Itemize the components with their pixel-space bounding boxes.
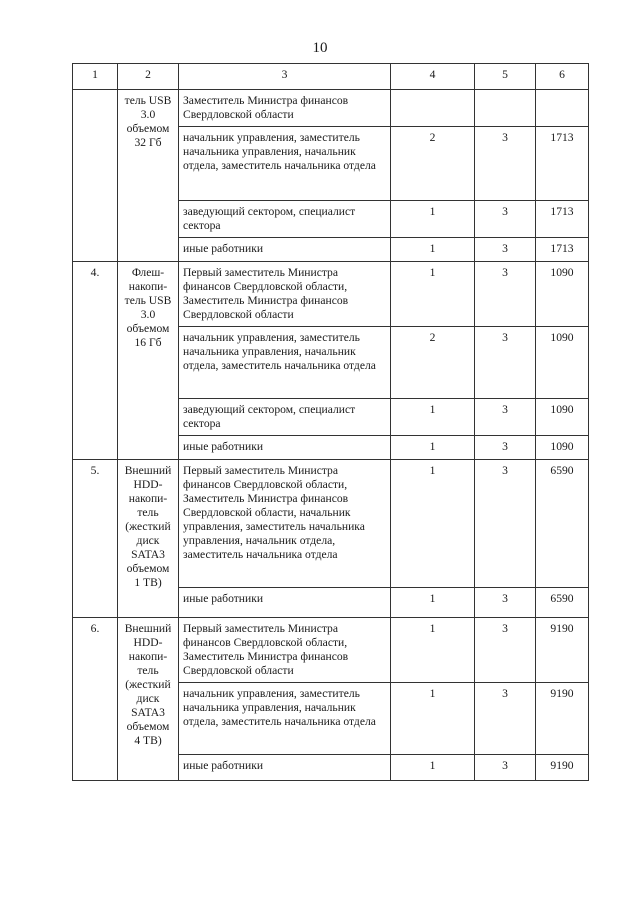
position-description: иные работники xyxy=(179,588,391,618)
column-header: 3 xyxy=(179,64,391,90)
price xyxy=(536,90,589,127)
quantity xyxy=(391,90,475,127)
service-life: 3 xyxy=(475,618,536,683)
quantity: 1 xyxy=(391,238,475,262)
price: 9190 xyxy=(536,755,589,781)
item-name: Внешний HDD- накопи- тель (жесткий диск SATA3 объемом 1 ТВ) xyxy=(118,460,179,618)
position-description: Первый заместитель Министра финансов Свердловской области, Заместитель Министра финансов Свердловской области xyxy=(179,262,391,327)
position-description: иные работники xyxy=(179,436,391,460)
column-header: 1 xyxy=(73,64,118,90)
position-description: иные работники xyxy=(179,238,391,262)
price: 1090 xyxy=(536,399,589,436)
service-life: 3 xyxy=(475,327,536,399)
price: 1090 xyxy=(536,262,589,327)
item-name: Флеш- накопи- тель USB 3.0 объемом 16 Гб xyxy=(118,262,179,460)
price: 1090 xyxy=(536,436,589,460)
position-description: иные работники xyxy=(179,755,391,781)
price: 1713 xyxy=(536,201,589,238)
service-life: 3 xyxy=(475,683,536,755)
position-description: Первый заместитель Министра финансов Свердловской области, Заместитель Министра финансов Свердловской области, начальник управления, заместитель начальника управления, начальник отдела, заместитель начальника отдела xyxy=(179,460,391,588)
position-description: начальник управления, заместитель начальника управления, начальник отдела, заместитель начальника отдела xyxy=(179,683,391,755)
position-description: Первый заместитель Министра финансов Свердловской области, Заместитель Министра финансов Свердловской области xyxy=(179,618,391,683)
table-row xyxy=(73,90,589,127)
service-life: 3 xyxy=(475,588,536,618)
table-header-row xyxy=(73,64,589,90)
column-header: 2 xyxy=(118,64,179,90)
price: 1713 xyxy=(536,238,589,262)
service-life: 3 xyxy=(475,127,536,201)
item-number: 6. xyxy=(73,618,118,781)
quantity: 1 xyxy=(391,755,475,781)
position-description: начальник управления, заместитель начальника управления, начальник отдела, заместитель начальника отдела xyxy=(179,327,391,399)
quantity: 2 xyxy=(391,127,475,201)
service-life: 3 xyxy=(475,238,536,262)
service-life: 3 xyxy=(475,755,536,781)
column-header: 6 xyxy=(536,64,589,90)
quantity: 1 xyxy=(391,683,475,755)
quantity: 2 xyxy=(391,327,475,399)
price: 1090 xyxy=(536,327,589,399)
service-life xyxy=(475,90,536,127)
price: 1713 xyxy=(536,127,589,201)
position-description: заведующий сектором, специалист сектора xyxy=(179,201,391,238)
table-row xyxy=(73,618,589,683)
quantity: 1 xyxy=(391,460,475,588)
price: 6590 xyxy=(536,460,589,588)
service-life: 3 xyxy=(475,399,536,436)
quantity: 1 xyxy=(391,436,475,460)
service-life: 3 xyxy=(475,201,536,238)
table-row xyxy=(73,460,589,588)
position-description: начальник управления, заместитель начальника управления, начальник отдела, заместитель начальника отдела xyxy=(179,127,391,201)
item-number xyxy=(73,90,118,262)
table-row xyxy=(73,262,589,327)
service-life: 3 xyxy=(475,460,536,588)
equipment-norms-table xyxy=(72,63,589,781)
position-description: заведующий сектором, специалист сектора xyxy=(179,399,391,436)
item-number: 5. xyxy=(73,460,118,618)
quantity: 1 xyxy=(391,201,475,238)
item-number: 4. xyxy=(73,262,118,460)
column-header: 4 xyxy=(391,64,475,90)
column-header: 5 xyxy=(475,64,536,90)
quantity: 1 xyxy=(391,618,475,683)
service-life: 3 xyxy=(475,262,536,327)
quantity: 1 xyxy=(391,399,475,436)
item-name: Внешний HDD- накопи- тель (жесткий диск SATA3 объемом 4 ТВ) xyxy=(118,618,179,781)
price: 6590 xyxy=(536,588,589,618)
price: 9190 xyxy=(536,683,589,755)
service-life: 3 xyxy=(475,436,536,460)
quantity: 1 xyxy=(391,588,475,618)
item-name: тель USB 3.0 объемом 32 Гб xyxy=(118,90,179,262)
page-number: 10 xyxy=(312,40,328,56)
price: 9190 xyxy=(536,618,589,683)
quantity: 1 xyxy=(391,262,475,327)
position-description: Заместитель Министра финансов Свердловской области xyxy=(179,90,391,127)
